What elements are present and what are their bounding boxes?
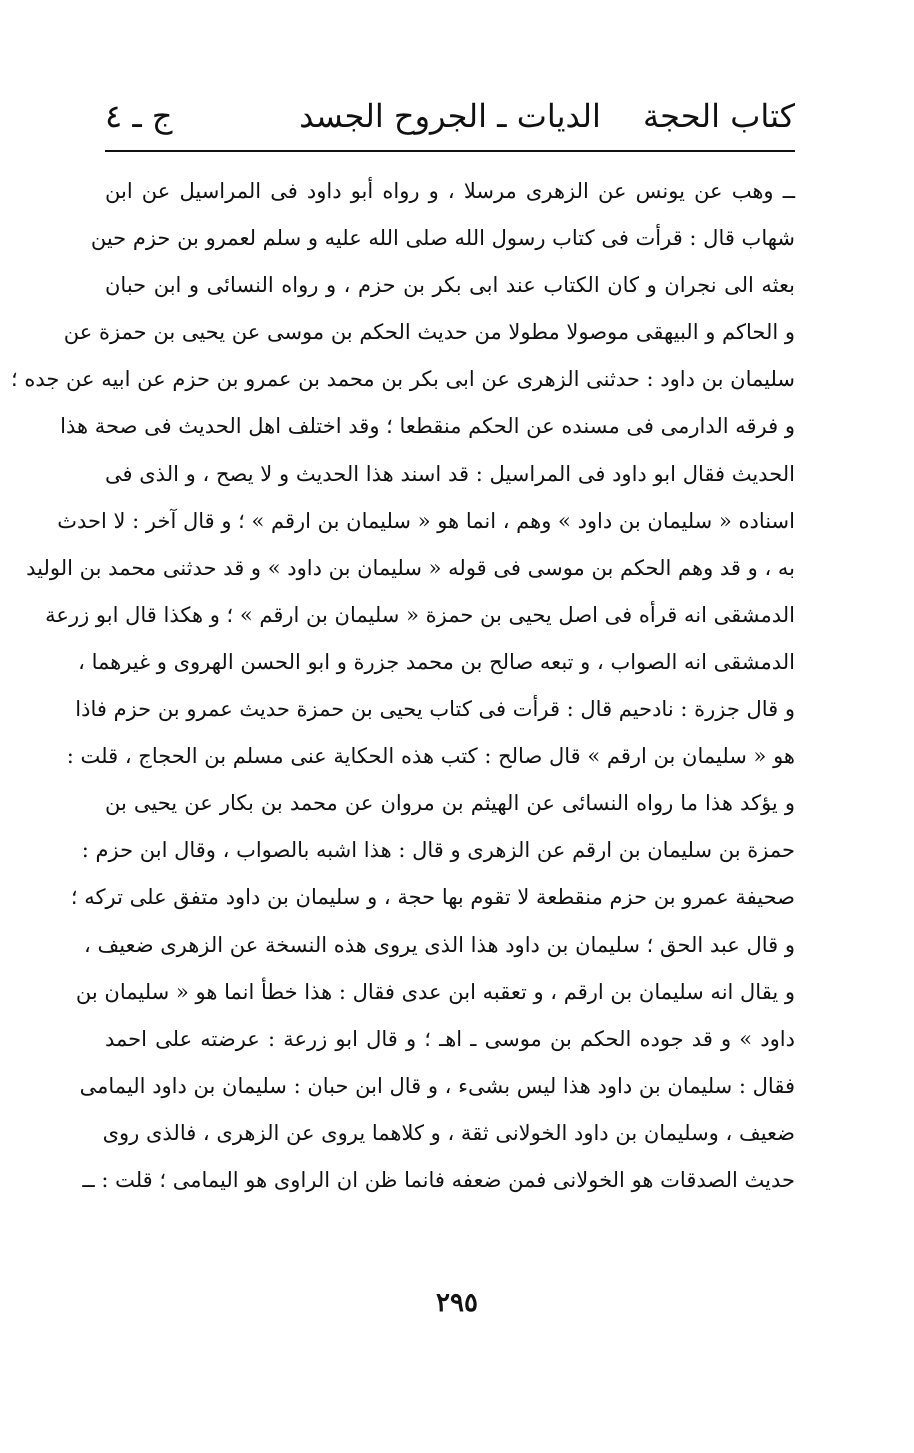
text-line: اسناده « سليمان بن داود » وهم ، انما هو « سليمان بن ارقم » ؛ و قال آخر : لا احدث bbox=[57, 508, 795, 533]
text-line: الدمشقى انه الصواب ، و تبعه صالح بن محمد جزرة و ابو الحسن الهروى و غيرهما ، bbox=[78, 649, 795, 674]
book-title: كتاب الحجة bbox=[642, 97, 795, 135]
page-number: ٢٩٥ bbox=[436, 1288, 478, 1318]
text-line: و يؤكد هذا ما رواه النسائى عن الهيثم بن مروان عن محمد بن بكار عن يحيى بن bbox=[105, 791, 795, 816]
text-line: حديث الصدقات هو الخولانى فمن ضعفه فانما ظن ان الراوى هو اليمامى ؛ قلت : ــ bbox=[82, 1167, 795, 1192]
text-line: بعثه الى نجران و كان الكتاب عند ابى بكر بن حزم ، و رواه النسائى و ابن حبان bbox=[105, 273, 795, 298]
text-line: به ، و قد وهم الحكم بن موسى فى قوله « سليمان بن داود » و قد حدثنى محمد بن الوليد bbox=[26, 555, 795, 580]
text-line: و قال جزرة : نادحيم قال : قرأت فى كتاب يحيى بن حمزة حديث عمرو بن حزم فاذا bbox=[75, 697, 795, 722]
text-line: حمزة بن سليمان بن ارقم عن الزهرى و قال : هذا اشبه بالصواب ، وقال ابن حزم : bbox=[81, 838, 795, 863]
text-line: و الحاكم و البيهقى موصولا مطولا من حديث الحكم بن موسى عن يحيى بن حمزة عن bbox=[63, 320, 795, 345]
text-line: ضعيف ، وسليمان بن داود الخولانى ثقة ، و كلاهما يروى عن الزهرى ، فالذى روى bbox=[102, 1120, 795, 1145]
section-title: الديات ـ الجروح الجسد bbox=[299, 97, 601, 135]
volume-label: ج ـ ٤ bbox=[105, 97, 173, 135]
text-line: شهاب قال : قرأت فى كتاب رسول الله صلى الله عليه و سلم لعمرو بن حزم حين bbox=[90, 226, 795, 251]
text-line: و يقال انه سليمان بن ارقم ، و تعقبه ابن عدى فقال : هذا خطأ انما هو « سليمان بن bbox=[75, 979, 795, 1004]
header-rule bbox=[105, 150, 795, 152]
running-header bbox=[105, 92, 795, 140]
text-line: الحديث فقال ابو داود فى المراسيل : قد اسند هذا الحديث و لا يصح ، و الذى فى bbox=[105, 461, 795, 486]
text-line: و قال عبد الحق ؛ سليمان بن داود هذا الذى يروى هذه النسخة عن الزهرى ضعيف ، bbox=[84, 932, 795, 957]
text-line: و فرقه الدارمى فى مسنده عن الحكم منقطعا ؛ وقد اختلف اهل الحديث فى صحة هذا bbox=[60, 414, 795, 439]
text-line: الدمشقى انه قرأه فى اصل يحيى بن حمزة « سليمان بن ارقم » ؛ و هكذا قال ابو زرعة bbox=[45, 602, 795, 627]
text-line: فقال : سليمان بن داود هذا ليس بشىء ، و قال ابن حبان : سليمان بن داود اليمامى bbox=[79, 1073, 795, 1098]
text-line: صحيفة عمرو بن حزم منقطعة لا تقوم بها حجة ، و سليمان بن داود متفق على تركه ؛ bbox=[70, 885, 795, 910]
text-line: هو « سليمان بن ارقم » قال صالح : كتب هذه الحكاية عنى مسلم بن الحجاج ، قلت : bbox=[66, 744, 795, 769]
main-text bbox=[10, 168, 795, 1204]
text-line: سليمان بن داود : حدثنى الزهرى عن ابى بكر بن محمد بن عمرو بن حزم عن ابيه عن جده ؛ bbox=[10, 367, 795, 392]
text-line: داود » و قد جوده الحكم بن موسى ـ اهـ ؛ و قال ابو زرعة : عرضته على احمد bbox=[105, 1026, 795, 1051]
text-line: ــ وهب عن يونس عن الزهرى مرسلا ، و رواه أبو داود فى المراسيل عن ابن bbox=[105, 179, 795, 203]
